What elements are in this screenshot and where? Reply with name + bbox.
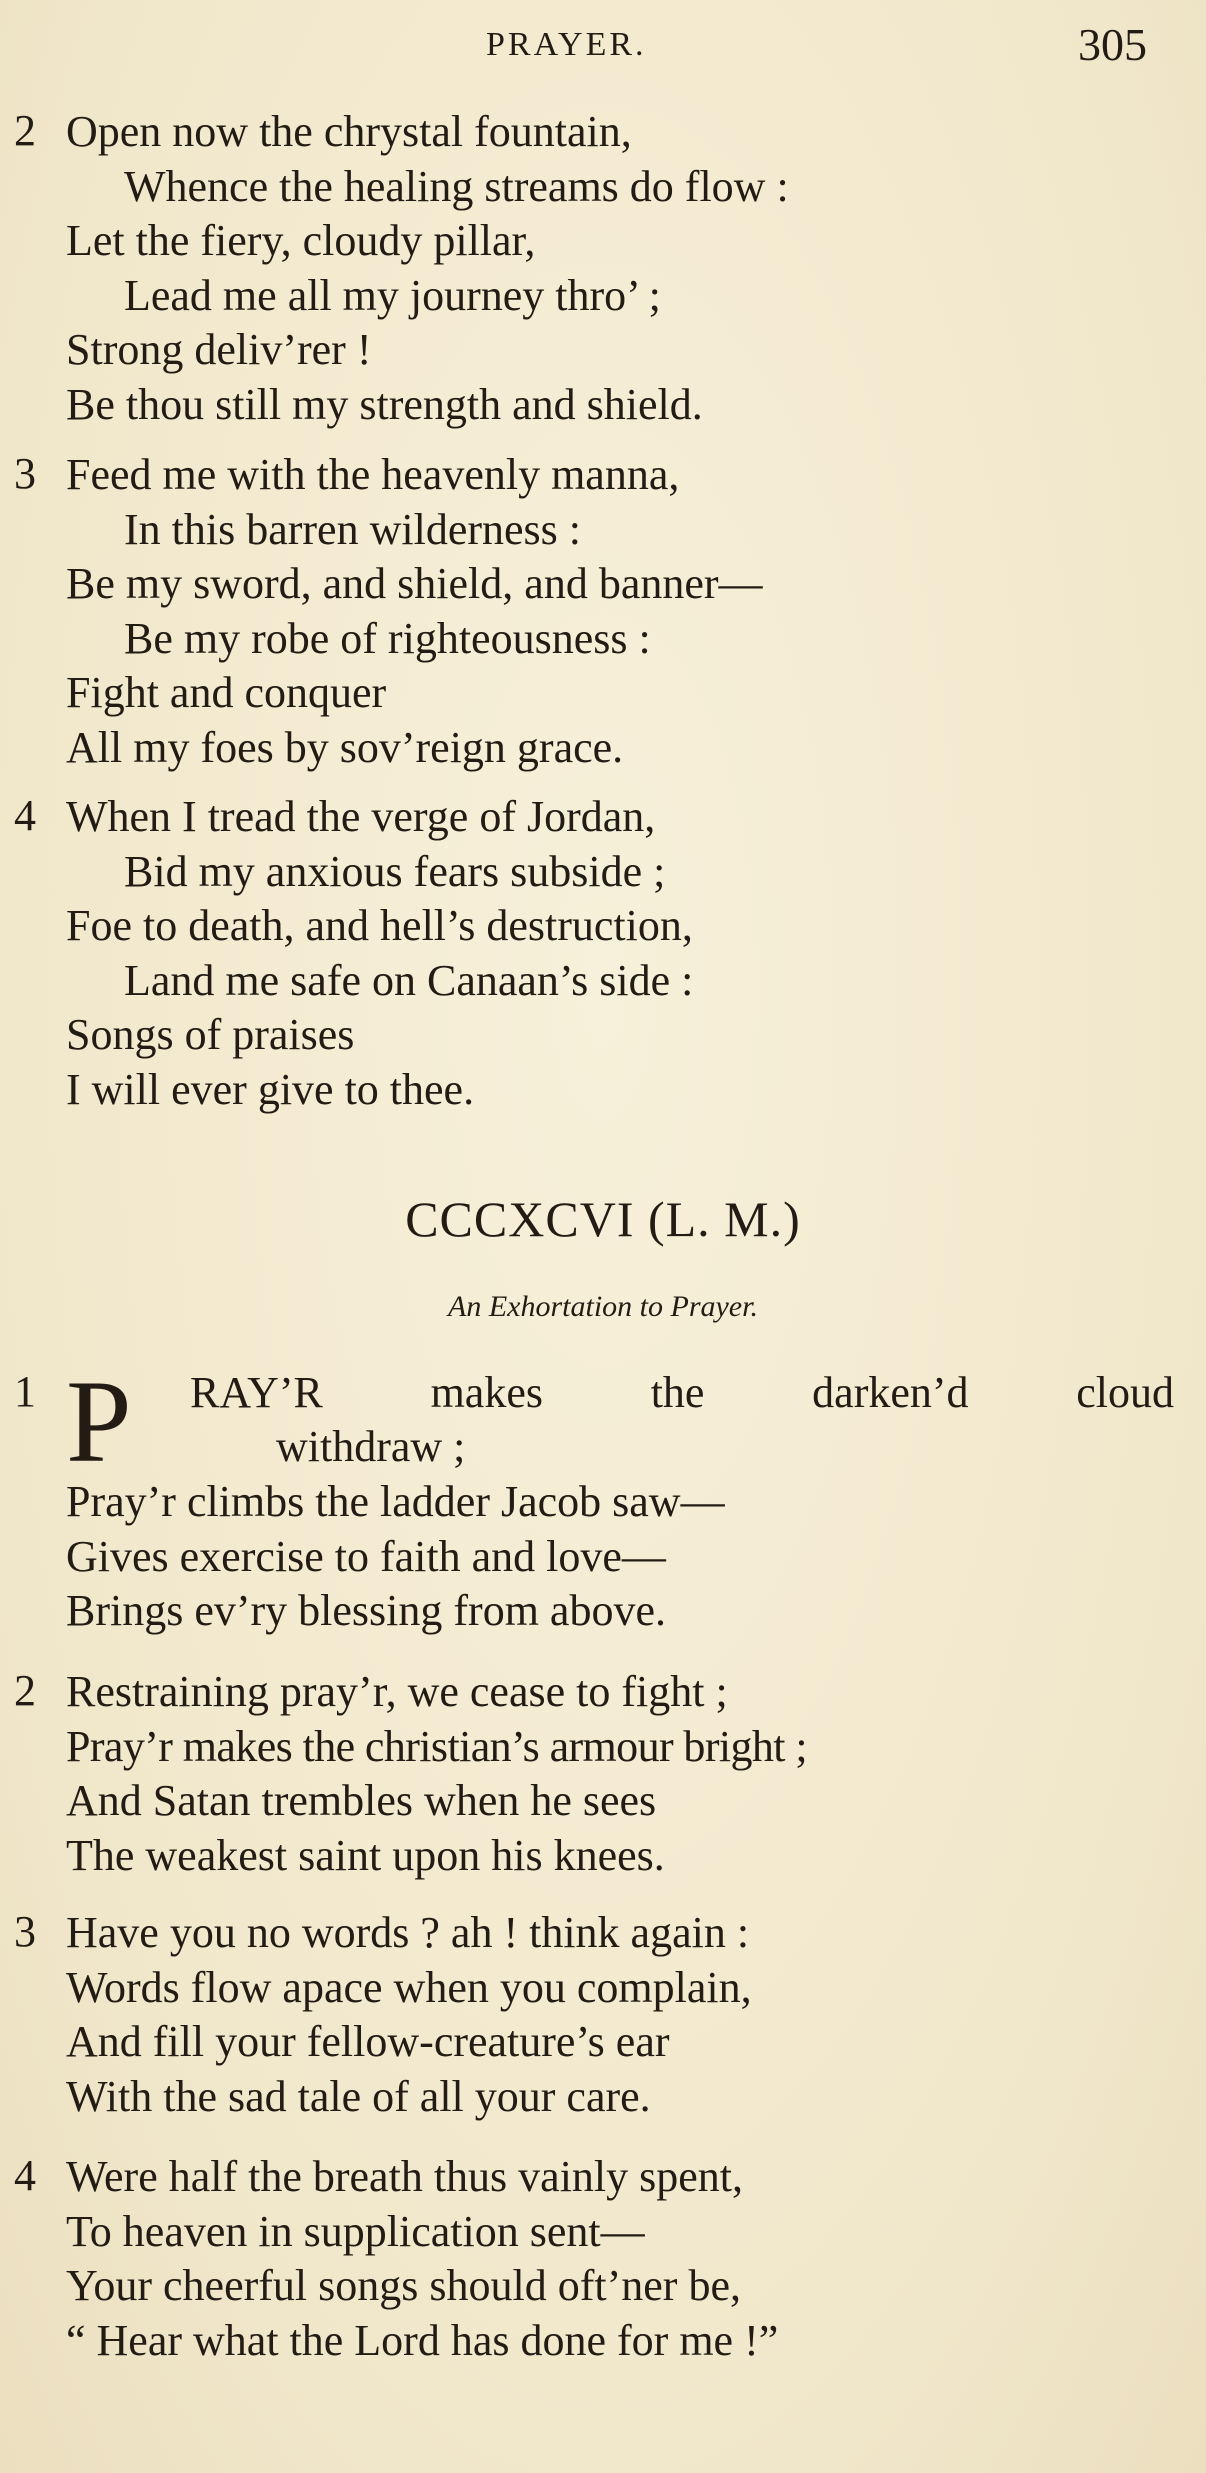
verse-line: In this barren wilderness : [124, 504, 581, 554]
verse-line: Open now the chrystal fountain, [66, 107, 632, 156]
hymn-prev-verse-3 [0, 448, 1206, 775]
running-title: PRAYER. [486, 26, 647, 63]
verse-number: 2 [14, 106, 36, 155]
verse-line: Let the fiery, cloudy pillar, [66, 216, 536, 265]
hymn-subtitle: An Exhortation to Prayer. [448, 1290, 758, 1323]
verse-line: Bid my anxious fears subside ; [124, 846, 666, 896]
verse-line: Gives exercise to faith and love— [66, 1531, 666, 1581]
verse-line: Fight and conquer [66, 668, 387, 717]
verse-line: Whence the healing streams do flow : [124, 161, 789, 211]
hymn-next-verse-3 [0, 1906, 1206, 2124]
page-number: 305 [1078, 19, 1147, 70]
verse-line: Be my sword, and shield, and banner— [66, 559, 763, 608]
verse-line: Brings ev’ry blessing from above. [66, 1586, 666, 1635]
hymn-next-verse-4 [0, 2150, 1206, 2368]
verse-line: Your cheerful songs should oft’ner be, [66, 2261, 741, 2310]
verse-line: Restraining pray’r, we cease to fight ; [66, 1667, 728, 1716]
hymn-number: CCCXCVI (L. M.) [405, 1191, 801, 1247]
verse-number: 4 [14, 791, 36, 840]
verse-line: Were half the breath thus vainly spent, [66, 2152, 744, 2201]
running-head [0, 18, 1206, 68]
verse-line: Pray’r makes the christian’s armour bright ; [66, 1721, 807, 1771]
verse-number: 1 [14, 1367, 36, 1416]
verse-line: “ Hear what the Lord has done for me !” [66, 2315, 779, 2365]
verse-line: Be thou still my strength and shield. [66, 379, 703, 429]
verse-number: 3 [14, 1907, 36, 1956]
verse-line: All my foes by sov’reign grace. [66, 722, 624, 772]
verse-line: When I tread the verge of Jordan, [66, 792, 656, 841]
verse-line: withdraw ; [276, 1422, 466, 1471]
verse-line: With the sad tale of all your care. [66, 2071, 651, 2121]
hymn-prev-verse-4 [0, 790, 1206, 1117]
verse-line: Lead me all my journey thro’ ; [124, 270, 661, 320]
verse-line: And Satan trembles when he sees [66, 1776, 657, 1825]
hymn-next-verse-2 [0, 1665, 1206, 1883]
verse-line: Be my robe of righteousness : [124, 613, 651, 663]
verse-line: Feed me with the heavenly manna, [66, 450, 680, 499]
verse-line: I will ever give to thee. [66, 1064, 475, 1114]
verse-line: Words flow apace when you complain, [66, 1962, 752, 2012]
verse-number: 3 [14, 449, 36, 498]
verse-line: To heaven in supplication sent— [66, 2206, 645, 2256]
verse-line: And fill your fellow-creature’s ear [66, 2017, 670, 2066]
verse-line: Foe to death, and hell’s destruction, [66, 901, 693, 950]
verse-number: 4 [14, 2151, 36, 2200]
verse-number: 2 [14, 1666, 36, 1715]
verse-line: Have you no words ? ah ! think again : [66, 1908, 750, 1957]
verse-line: Pray’r climbs the ladder Jacob saw— [66, 1477, 725, 1526]
verse-line: Songs of praises [66, 1010, 355, 1059]
dropcap-line [0, 1356, 1206, 1487]
verse-line: Strong deliv’rer ! [66, 325, 372, 374]
hymn-prev-verse-2 [0, 105, 1206, 432]
drop-cap: P [66, 1356, 132, 1487]
verse-line: RAY’R makes the darken’d cloud [190, 1368, 1174, 1417]
hymn-next-verse-1 [0, 1356, 1206, 1639]
verse-line: The weakest saint upon his knees. [66, 1830, 665, 1880]
verse-line: Land me safe on Canaan’s side : [124, 955, 694, 1005]
